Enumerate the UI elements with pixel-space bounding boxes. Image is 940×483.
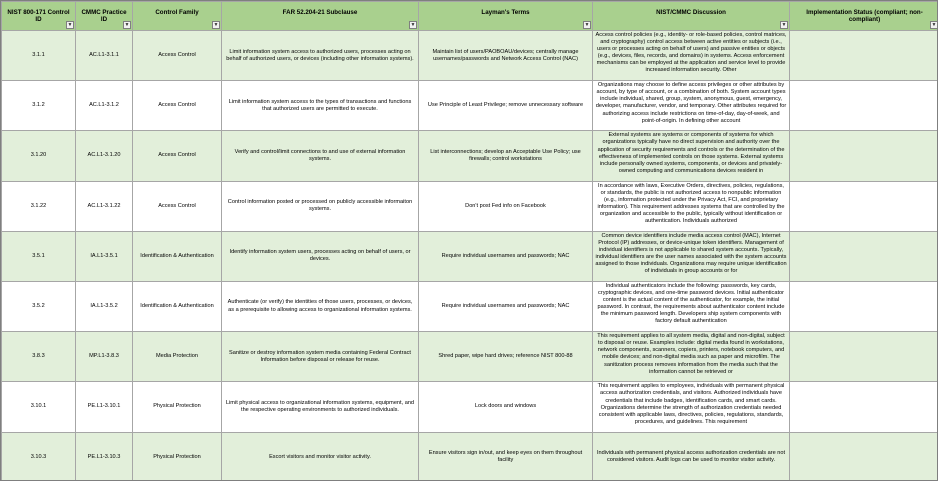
cell-discussion[interactable]: Organizations may choose to define access privileges or other attributes by account, by type of account, or a combination of both. System account types include individual, shared, group, system, anonymous, guest, emergency, developer, manufacturer, vendor, and temporary. Other attributes required for authorizing access include restrictions on time-of-day, day-of-week, and point-of-origin. In defining other account — [593, 81, 790, 131]
cell-layman[interactable]: Don't post Fed info on Facebook — [419, 181, 593, 231]
cell-family[interactable]: Access Control — [133, 181, 222, 231]
cell-layman[interactable]: Maintain list of users/PAOBOAU/devices; centrally manage usernames/passwords and Network Access Control (NAC) — [419, 31, 593, 81]
filter-dropdown-icon[interactable]: ▼ — [410, 22, 416, 28]
cell-nist-id[interactable]: 3.8.3 — [2, 332, 76, 382]
cell-status[interactable] — [790, 432, 939, 481]
header-nist-control-id[interactable]: NIST 800-171 Control ID ▼ — [2, 2, 76, 31]
cell-layman[interactable]: Lock doors and windows — [419, 382, 593, 432]
cell-status[interactable] — [790, 81, 939, 131]
cell-nist-id[interactable]: 3.1.1 — [2, 31, 76, 81]
table-row — [2, 181, 939, 231]
filter-dropdown-icon[interactable]: ▼ — [931, 22, 937, 28]
cell-discussion[interactable]: External systems are systems or components of systems for which organizations typically have no direct supervision and authority over the application of security requirements and controls or the determination of the effectiveness of implemented controls on those systems. External systems include personally owned systems, components, or devices and privately-owned computing and communications devices resident in — [593, 131, 790, 181]
header-discussion[interactable]: NIST/CMMC Discussion ▼ — [593, 2, 790, 31]
cell-status[interactable] — [790, 382, 939, 432]
table-row — [2, 81, 939, 131]
cell-cmmc-id[interactable]: IA.L1-3.5.2 — [76, 281, 133, 331]
header-cmmc-practice-id[interactable]: CMMC Practice ID ▼ — [76, 2, 133, 31]
cell-discussion[interactable]: Individuals with permanent physical access authorization credentials are not considered visitors. Audit logs can be used to monitor visitor activity. — [593, 432, 790, 481]
cell-cmmc-id[interactable]: AC.L1-3.1.22 — [76, 181, 133, 231]
cell-family[interactable]: Identification & Authentication — [133, 231, 222, 281]
header-control-family[interactable]: Control Family ▼ — [133, 2, 222, 31]
cell-cmmc-id[interactable]: AC.L1-3.1.20 — [76, 131, 133, 181]
cell-discussion[interactable]: Individual authenticators include the following: passwords, key cards, cryptographic devices, and one-time password devices. Initial authenticator content is the actual content of the authenticator, for example, the initial password. In contrast, the requirements about authenticator content include the minimum password length. Developers ship system components with factory default authentication — [593, 281, 790, 331]
table-row — [2, 281, 939, 331]
table-row — [2, 332, 939, 382]
cell-far[interactable]: Escort visitors and monitor visitor activity. — [222, 432, 419, 481]
cell-far[interactable]: Identify information system users, processes acting on behalf of users, or devices. — [222, 231, 419, 281]
header-implementation-status[interactable]: Implementation Status (compliant; non-compliant) ▼ — [790, 2, 939, 31]
cell-cmmc-id[interactable]: IA.L1-3.5.1 — [76, 231, 133, 281]
cell-layman[interactable]: List interconnections; develop an Acceptable Use Policy; use firewalls; control workstations — [419, 131, 593, 181]
filter-dropdown-icon[interactable]: ▼ — [213, 22, 219, 28]
cell-cmmc-id[interactable]: PE.L1-3.10.3 — [76, 432, 133, 481]
controls-table — [1, 1, 938, 481]
cell-family[interactable]: Access Control — [133, 81, 222, 131]
cell-nist-id[interactable]: 3.1.22 — [2, 181, 76, 231]
header-far-subclause[interactable]: FAR 52.204-21 Subclause ▼ — [222, 2, 419, 31]
cell-status[interactable] — [790, 131, 939, 181]
cell-cmmc-id[interactable]: MP.L1-3.8.3 — [76, 332, 133, 382]
cell-layman[interactable]: Require individual usernames and passwords; NAC — [419, 281, 593, 331]
table-row — [2, 432, 939, 481]
table-row — [2, 31, 939, 81]
cell-far[interactable]: Control information posted or processed on publicly accessible informaiton systems. — [222, 181, 419, 231]
cell-cmmc-id[interactable]: AC.L1-3.1.1 — [76, 31, 133, 81]
cell-status[interactable] — [790, 31, 939, 81]
header-laymans-terms[interactable]: Layman's Terms ▼ — [419, 2, 593, 31]
cell-nist-id[interactable]: 3.5.2 — [2, 281, 76, 331]
cell-far[interactable]: Limit information system access to the types of transactions and functions that authorized users are permitted to execute. — [222, 81, 419, 131]
cell-discussion[interactable]: Common device identifiers include media access control (MAC), Internet Protocol (IP) addresses, or device-unique token identifiers. Management of individual identifiers is not applicable to shared system accounts. Typically, individual identifiers are the user names associated with the system accounts assigned to those individuals. Organizations may require unique identification of individuals in group accounts or for — [593, 231, 790, 281]
cell-status[interactable] — [790, 231, 939, 281]
cell-nist-id[interactable]: 3.1.20 — [2, 131, 76, 181]
cell-layman[interactable]: Require individual usernames and passwords; NAC — [419, 231, 593, 281]
cell-status[interactable] — [790, 332, 939, 382]
filter-dropdown-icon[interactable]: ▼ — [584, 22, 590, 28]
filter-dropdown-icon[interactable]: ▼ — [67, 22, 73, 28]
cell-far[interactable]: Verify and control/limit connections to and use of external information systems. — [222, 131, 419, 181]
cell-status[interactable] — [790, 181, 939, 231]
header-row — [2, 2, 939, 31]
cell-cmmc-id[interactable]: PE.L1-3.10.1 — [76, 382, 133, 432]
table-row — [2, 382, 939, 432]
cell-status[interactable] — [790, 281, 939, 331]
cell-nist-id[interactable]: 3.1.2 — [2, 81, 76, 131]
cell-far[interactable]: Limit information system access to authorized users, processes acting on behalf of authorized users, or devices (including other information systems). — [222, 31, 419, 81]
cell-discussion[interactable]: In accordance with laws, Executive Orders, directives, policies, regulations, or standards, the public is not authorized access to nonpublic information (e.g., information protected under the Privacy Act, FCI, and proprietary information). This requirement addresses systems that are controlled by the organization and accessible to the public, typically without identification or authentication. Individuals authorized — [593, 181, 790, 231]
cell-nist-id[interactable]: 3.5.1 — [2, 231, 76, 281]
cell-cmmc-id[interactable]: AC.L1-3.1.2 — [76, 81, 133, 131]
cell-far[interactable]: Authenticate (or verify) the identities of those users, processes, or devices, as a prerequisite to allowing access to organizational information systems. — [222, 281, 419, 331]
filter-dropdown-icon[interactable]: ▼ — [124, 22, 130, 28]
cell-family[interactable]: Identification & Authentication — [133, 281, 222, 331]
cell-family[interactable]: Access Control — [133, 31, 222, 81]
cell-family[interactable]: Access Control — [133, 131, 222, 181]
cell-far[interactable]: Limit physical access to organizational information systems, equipment, and the respective operating environments to authorized individuals. — [222, 382, 419, 432]
cell-discussion[interactable]: This requirement applies to employees, individuals with permanent physical access authorization credentials, and visitors. Authorized individuals have credentials that include badges, identification cards, and smart cards. Organizations determine the strength of authorization credentials needed consistent with applicable laws, directives, policies, regulations, standards, procedures, and guidelines. This requirement — [593, 382, 790, 432]
cell-discussion[interactable]: This requirement applies to all system media, digital and non-digital, subject to disposal or reuse. Examples include: digital media found in workstations, network components, scanners, copiers, printers, notebook computers, and mobile devices; and non-digital media such as paper and microfilm. The sanitization process removes information from the media such that the information cannot be retrieved or — [593, 332, 790, 382]
cell-layman[interactable]: Use Principle of Least Privilege; remove unnecessary software — [419, 81, 593, 131]
cell-family[interactable]: Media Protection — [133, 332, 222, 382]
cell-far[interactable]: Sanitize or destroy information system media containing Federal Contract Information before disposal or release for reuse. — [222, 332, 419, 382]
cell-layman[interactable]: Shred paper, wipe hard drives; reference NIST 800-88 — [419, 332, 593, 382]
cell-nist-id[interactable]: 3.10.1 — [2, 382, 76, 432]
filter-dropdown-icon[interactable]: ▼ — [781, 22, 787, 28]
cell-family[interactable]: Physical Protection — [133, 382, 222, 432]
table-row — [2, 231, 939, 281]
cell-discussion[interactable]: Access control policies (e.g., identity- or role-based policies, control matrices, and cryptography) control access between active entities or subjects (i.e., users or processes acting on behalf of users) and passive entities or objects (e.g., devices, files, records, and domains) in systems. Access enforcement mechanisms can be employed at the application and service level to provide increased information security. Other — [593, 31, 790, 81]
cell-family[interactable]: Physical Protection — [133, 432, 222, 481]
table-row — [2, 131, 939, 181]
cell-nist-id[interactable]: 3.10.3 — [2, 432, 76, 481]
cell-layman[interactable]: Ensure visitors sign in/out, and keep eyes on them throughout facility — [419, 432, 593, 481]
